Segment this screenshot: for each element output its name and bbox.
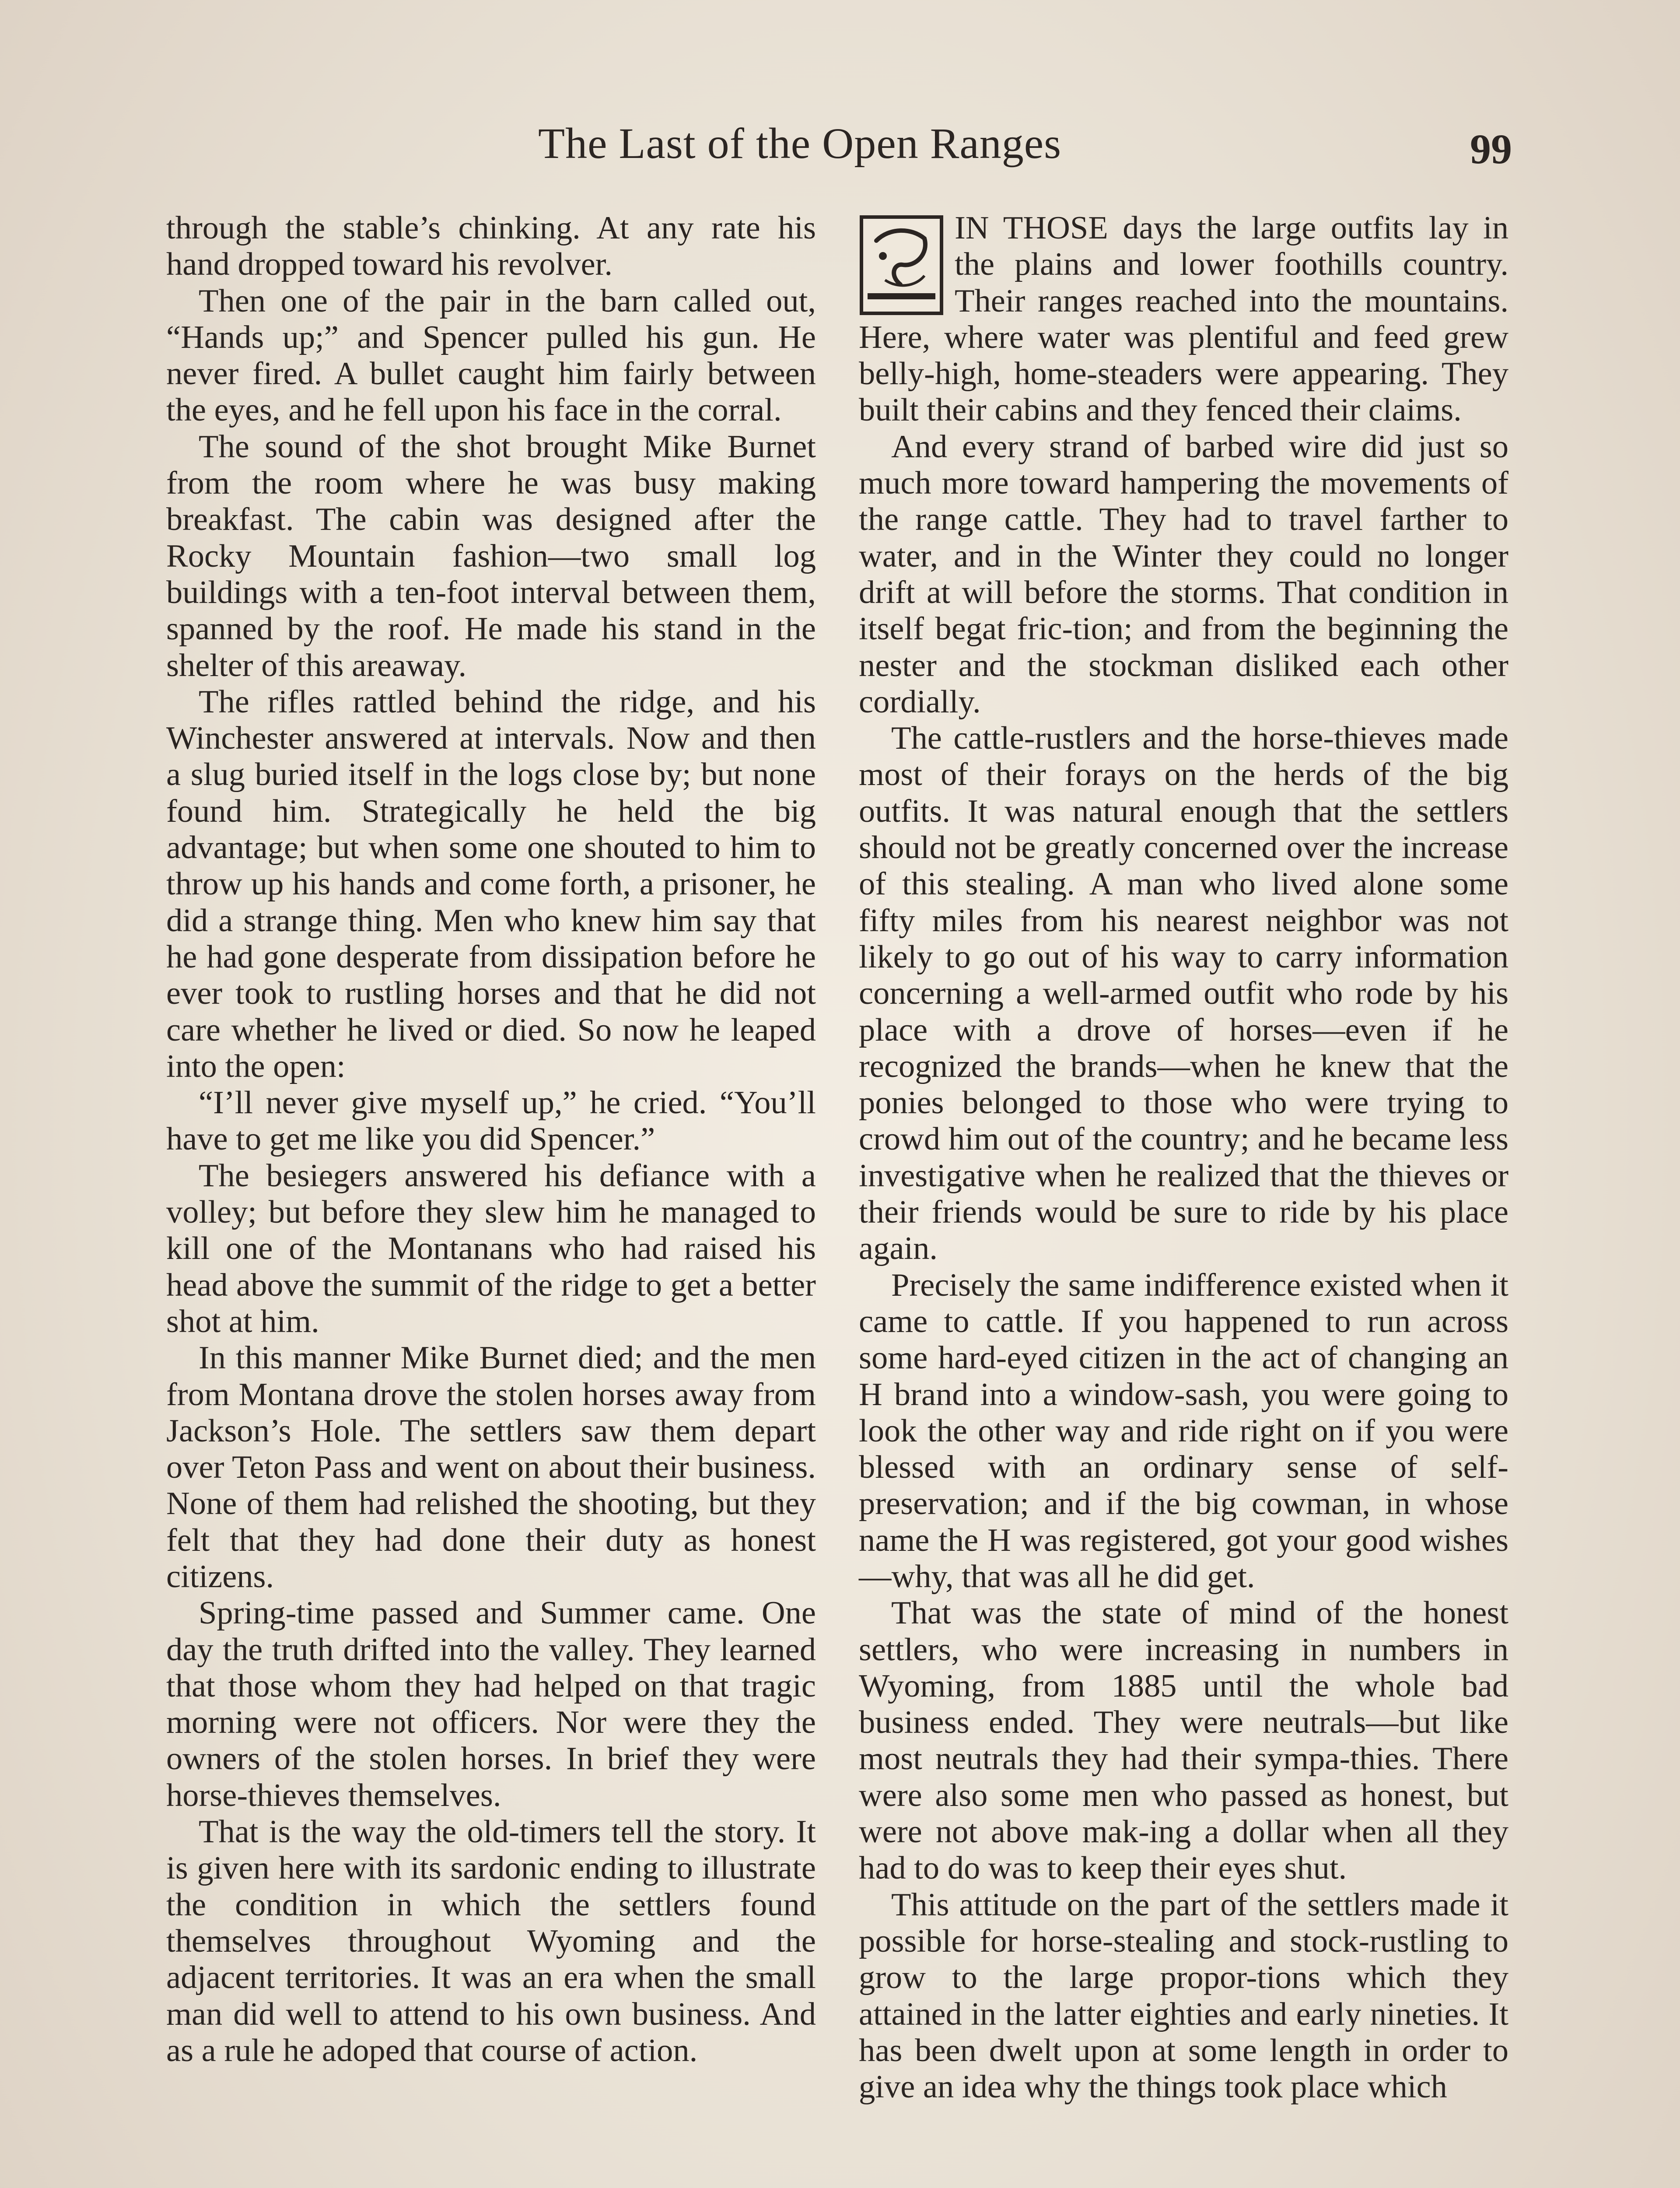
paragraph: That is the way the old-timers tell the story. It is given here with its sardonic ending to illustrate the condition in which the settlers found themselves throughout Wyoming and the adjacent territories. It was an era when the small man did well to attend to his own business. And as a rule he adoped that course of action. <box>166 1814 816 2069</box>
page-number: 99 <box>1470 126 1512 172</box>
paragraph: Precisely the same indifference existed when it came to cattle. If you happened to run across some hard-eyed citizen in the act of changing an H brand into a window-sash, you were going to look the other way and ride right on if you were blessed with an ordinary sense of self-preservation; and if the big cowman, in whose name the H was registered, got your good wishes—why, that was all he did get. <box>859 1267 1508 1595</box>
left-column <box>166 210 816 2069</box>
paragraph: Spring-time passed and Summer came. One day the truth drifted into the valley. They learned that those whom they had helped on that tragic morning were not officers. Nor were they the owners of the stolen horses. In brief they were horse-thieves themselves. <box>166 1595 816 1813</box>
right-column <box>859 210 1508 2105</box>
paragraph: Then one of the pair in the barn called out, “Hands up;” and Spencer pulled his gun. He never fired. A bullet caught him fairly between the eyes, and he fell upon his face in the corral. <box>166 283 816 428</box>
paragraph: This attitude on the part of the settlers made it possible for horse-stealing and stock-rustling to grow to the large propor-tions which they attained in the latter eighties and early nineties. It has been dwelt upon at some length in order to give an idea why the things took place which <box>859 1886 1508 2105</box>
paragraph: The sound of the shot brought Mike Burnet from the room where he was busy making breakfast. The cabin was designed after the Rocky Mountain fashion—two small log buildings with a ten-foot interval between them, spanned by the roof. He made his stand in the shelter of this areaway. <box>166 428 816 684</box>
paragraph: IN THOSE days the large outfits lay in the plains and lower foothills country. Their ranges reached into the mountains. Here, where water was plentiful and feed grew belly-high, home-steaders were appearing. They built their cabins and they fenced their claims. <box>859 210 1508 428</box>
paragraph: The cattle-rustlers and the horse-thieves made most of their forays on the herds of the big outfits. It was natural enough that the settlers should not be greatly concerned over the increase of this stealing. A man who lived alone some fifty miles from his nearest neighbor was not likely to go out of his way to carry information concerning a well-armed outfit who rode by his place with a drove of horses—even if he recognized the brands—when he knew that the ponies belonged to those who were trying to crowd him out of the country; and he became less investigative when he realized that the thieves or their friends would be sure to ride by his place again. <box>859 720 1508 1267</box>
paragraph: In this manner Mike Burnet died; and the men from Montana drove the stolen horses away from Jackson’s Hole. The settlers saw them depart over Teton Pass and went on about their business. None of them had relished the shooting, but they felt that they had done their duty as honest citizens. <box>166 1340 816 1595</box>
paragraph: That was the state of mind of the honest settlers, who were increasing in numbers in Wyoming, from 1885 until the whole bad business ended. They were neutrals—but like most neutrals they had their sympa-thies. There were also some men who passed as honest, but were not above mak-ing a dollar when all they had to do was to keep their eyes shut. <box>859 1595 1508 1886</box>
paragraph: And every strand of barbed wire did just so much more toward hampering the movements of the range cattle. They had to travel farther to water, and in the Winter they could no longer drift at will before the storms. That condition in itself begat fric-tion; and from the beginning the nester and the stockman disliked each other cordially. <box>859 428 1508 720</box>
paragraph: “I’ll never give myself up,” he cried. “You’ll have to get me like you did Spencer.” <box>166 1085 816 1157</box>
paragraph: The rifles rattled behind the ridge, and his Winchester answered at intervals. Now and then a slug buried itself in the logs close by; but none found him. Strategically he held the big advantage; but when some one shouted to him to throw up his hands and come forth, a prisoner, he did a strange thing. Men who knew him say that he had gone desperate from dissipation before he ever took to rustling horses and that he did not care whether he lived or died. So now he leaped into the open: <box>166 684 816 1084</box>
paragraph: The besiegers answered his defiance with a volley; but before they slew him he managed to kill one of the Montanans who had raised his head above the summit of the ridge to get a better shot at him. <box>166 1157 816 1339</box>
running-head: The Last of the Open Ranges <box>538 119 1062 168</box>
ornamental-initial-icon <box>859 214 944 316</box>
paragraph: through the stable’s chinking. At any rate his hand dropped toward his revolver. <box>166 210 816 283</box>
